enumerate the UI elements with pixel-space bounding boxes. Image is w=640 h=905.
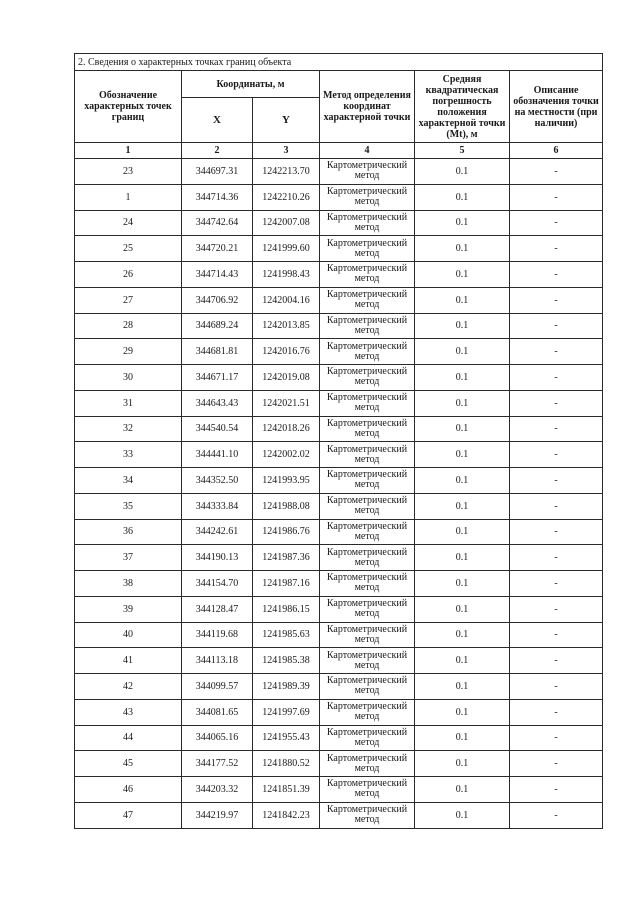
error-cell: 0.1	[415, 287, 510, 313]
x-cell: 344643.43	[182, 390, 253, 416]
method-line2: метод	[354, 711, 380, 723]
error-cell: 0.1	[415, 699, 510, 725]
point-cell: 28	[75, 313, 182, 339]
method-line2: метод	[354, 659, 380, 671]
method-cell	[320, 468, 415, 494]
point-cell: 38	[75, 571, 182, 597]
point-cell: 46	[75, 777, 182, 803]
method-cell	[320, 390, 415, 416]
table-row	[75, 622, 603, 648]
column-number: 1	[75, 143, 182, 159]
table-row	[75, 365, 603, 391]
description-cell: -	[510, 777, 603, 803]
table-row	[75, 571, 603, 597]
method-line1: Картометрический	[326, 469, 408, 481]
table-row	[75, 777, 603, 803]
point-cell: 31	[75, 390, 182, 416]
x-cell: 344154.70	[182, 571, 253, 597]
point-cell: 27	[75, 287, 182, 313]
error-cell: 0.1	[415, 236, 510, 262]
method-cell	[320, 365, 415, 391]
method-line2: метод	[354, 170, 380, 182]
point-cell: 35	[75, 493, 182, 519]
header-error: Средняя квадратическая погрешность положения характерной точки (Mt), м	[415, 71, 510, 143]
header-x: X	[182, 98, 253, 143]
error-cell: 0.1	[415, 339, 510, 365]
method-cell	[320, 339, 415, 365]
point-cell: 32	[75, 416, 182, 442]
y-cell: 1242021.51	[253, 390, 320, 416]
description-cell: -	[510, 184, 603, 210]
table-row	[75, 802, 603, 828]
y-cell: 1241987.16	[253, 571, 320, 597]
column-number: 2	[182, 143, 253, 159]
error-cell: 0.1	[415, 648, 510, 674]
table-row	[75, 493, 603, 519]
description-cell: -	[510, 596, 603, 622]
point-cell: 23	[75, 159, 182, 185]
y-cell: 1242007.08	[253, 210, 320, 236]
method-line2: метод	[354, 427, 380, 439]
y-cell: 1241993.95	[253, 468, 320, 494]
table-row	[75, 390, 603, 416]
error-cell: 0.1	[415, 313, 510, 339]
y-cell: 1242213.70	[253, 159, 320, 185]
table-row	[75, 339, 603, 365]
x-cell: 344352.50	[182, 468, 253, 494]
error-cell: 0.1	[415, 468, 510, 494]
error-cell: 0.1	[415, 416, 510, 442]
table-row	[75, 184, 603, 210]
method-cell	[320, 725, 415, 751]
method-line1: Картометрический	[326, 598, 408, 610]
method-line1: Картометрический	[326, 392, 408, 404]
method-line1: Картометрический	[326, 263, 408, 275]
point-cell: 47	[75, 802, 182, 828]
point-cell: 43	[75, 699, 182, 725]
method-line1: Картометрический	[326, 211, 408, 223]
method-line2: метод	[354, 376, 380, 388]
method-cell	[320, 262, 415, 288]
y-cell: 1242018.26	[253, 416, 320, 442]
method-cell	[320, 777, 415, 803]
error-cell: 0.1	[415, 442, 510, 468]
point-cell: 39	[75, 596, 182, 622]
method-cell	[320, 674, 415, 700]
x-cell: 344065.16	[182, 725, 253, 751]
y-cell: 1241988.08	[253, 493, 320, 519]
table-row	[75, 468, 603, 494]
table-row	[75, 236, 603, 262]
method-line2: метод	[354, 402, 380, 414]
x-cell: 344720.21	[182, 236, 253, 262]
description-cell: -	[510, 699, 603, 725]
method-line2: метод	[354, 530, 380, 542]
error-cell: 0.1	[415, 777, 510, 803]
method-cell	[320, 236, 415, 262]
x-cell: 344113.18	[182, 648, 253, 674]
description-cell: -	[510, 751, 603, 777]
x-cell: 344714.43	[182, 262, 253, 288]
description-cell: -	[510, 365, 603, 391]
method-line1: Картометрический	[326, 649, 408, 661]
y-cell: 1241987.36	[253, 545, 320, 571]
description-cell: -	[510, 648, 603, 674]
method-line1: Картометрический	[326, 546, 408, 558]
x-cell: 344706.92	[182, 287, 253, 313]
error-cell: 0.1	[415, 751, 510, 777]
error-cell: 0.1	[415, 545, 510, 571]
column-number: 4	[320, 143, 415, 159]
method-line1: Картометрический	[326, 726, 408, 738]
method-line1: Картометрический	[326, 701, 408, 713]
description-cell: -	[510, 313, 603, 339]
method-cell	[320, 493, 415, 519]
description-cell: -	[510, 339, 603, 365]
method-cell	[320, 416, 415, 442]
y-cell: 1241999.60	[253, 236, 320, 262]
x-cell: 344242.61	[182, 519, 253, 545]
x-cell: 344333.84	[182, 493, 253, 519]
y-cell: 1242019.08	[253, 365, 320, 391]
point-cell: 40	[75, 622, 182, 648]
section-title: 2. Сведения о характерных точках границ объекта	[75, 54, 603, 71]
method-cell	[320, 545, 415, 571]
method-line1: Картометрический	[326, 186, 408, 198]
description-cell: -	[510, 210, 603, 236]
error-cell: 0.1	[415, 365, 510, 391]
description-cell: -	[510, 571, 603, 597]
error-cell: 0.1	[415, 159, 510, 185]
y-cell: 1241997.69	[253, 699, 320, 725]
method-line1: Картометрический	[326, 752, 408, 764]
method-line2: метод	[354, 788, 380, 800]
table-row	[75, 545, 603, 571]
error-cell: 0.1	[415, 674, 510, 700]
method-cell	[320, 802, 415, 828]
point-cell: 24	[75, 210, 182, 236]
method-cell	[320, 699, 415, 725]
description-cell: -	[510, 236, 603, 262]
boundary-points-table	[74, 53, 603, 829]
x-cell: 344119.68	[182, 622, 253, 648]
method-line1: Картометрический	[326, 289, 408, 301]
point-cell: 42	[75, 674, 182, 700]
method-line1: Картометрический	[326, 778, 408, 790]
method-cell	[320, 648, 415, 674]
header-point: Обозначение характерных точек границ	[75, 71, 182, 143]
point-cell: 44	[75, 725, 182, 751]
error-cell: 0.1	[415, 802, 510, 828]
point-cell: 30	[75, 365, 182, 391]
method-line1: Картометрический	[326, 495, 408, 507]
table-row	[75, 159, 603, 185]
method-line2: метод	[354, 324, 380, 336]
error-cell: 0.1	[415, 725, 510, 751]
method-line2: метод	[354, 505, 380, 517]
method-line2: метод	[354, 453, 380, 465]
error-cell: 0.1	[415, 210, 510, 236]
error-cell: 0.1	[415, 571, 510, 597]
y-cell: 1241985.38	[253, 648, 320, 674]
method-line1: Картометрический	[326, 417, 408, 429]
method-line1: Картометрический	[326, 237, 408, 249]
y-cell: 1241986.15	[253, 596, 320, 622]
y-cell: 1242013.85	[253, 313, 320, 339]
header-method: Метод определения координат характерной точки	[320, 71, 415, 143]
table-row	[75, 287, 603, 313]
y-cell: 1242002.02	[253, 442, 320, 468]
column-number: 6	[510, 143, 603, 159]
x-cell: 344203.32	[182, 777, 253, 803]
method-line2: метод	[354, 350, 380, 362]
point-cell: 29	[75, 339, 182, 365]
x-cell: 344190.13	[182, 545, 253, 571]
method-line2: метод	[354, 685, 380, 697]
method-cell	[320, 571, 415, 597]
description-cell: -	[510, 468, 603, 494]
point-cell: 26	[75, 262, 182, 288]
x-cell: 344081.65	[182, 699, 253, 725]
table-row	[75, 416, 603, 442]
description-cell: -	[510, 416, 603, 442]
point-cell: 34	[75, 468, 182, 494]
error-cell: 0.1	[415, 519, 510, 545]
y-cell: 1241989.39	[253, 674, 320, 700]
table-row	[75, 648, 603, 674]
method-line2: метод	[354, 582, 380, 594]
method-line2: метод	[354, 479, 380, 491]
table-body	[75, 159, 603, 829]
method-line1: Картометрический	[326, 314, 408, 326]
method-line1: Картометрический	[326, 366, 408, 378]
x-cell: 344714.36	[182, 184, 253, 210]
method-line2: метод	[354, 762, 380, 774]
description-cell: -	[510, 390, 603, 416]
table-row	[75, 596, 603, 622]
x-cell: 344671.17	[182, 365, 253, 391]
table-row	[75, 519, 603, 545]
column-number: 3	[253, 143, 320, 159]
method-line1: Картометрический	[326, 675, 408, 687]
point-cell: 41	[75, 648, 182, 674]
description-cell: -	[510, 442, 603, 468]
method-line1: Картометрический	[326, 443, 408, 455]
x-cell: 344697.31	[182, 159, 253, 185]
error-cell: 0.1	[415, 622, 510, 648]
document-sheet	[74, 53, 602, 829]
method-line1: Картометрический	[326, 520, 408, 532]
header-coordinates: Координаты, м	[182, 71, 320, 98]
method-cell	[320, 184, 415, 210]
point-cell: 25	[75, 236, 182, 262]
method-line2: метод	[354, 247, 380, 259]
y-cell: 1241851.39	[253, 777, 320, 803]
method-line1: Картометрический	[326, 804, 408, 816]
method-cell	[320, 622, 415, 648]
method-line2: метод	[354, 273, 380, 285]
table-row	[75, 725, 603, 751]
y-cell: 1242210.26	[253, 184, 320, 210]
description-cell: -	[510, 159, 603, 185]
method-line1: Картометрический	[326, 623, 408, 635]
method-line2: метод	[354, 814, 380, 826]
method-line2: метод	[354, 633, 380, 645]
error-cell: 0.1	[415, 596, 510, 622]
header-y: Y	[253, 98, 320, 143]
x-cell: 344742.64	[182, 210, 253, 236]
point-cell: 37	[75, 545, 182, 571]
method-line2: метод	[354, 556, 380, 568]
point-cell: 36	[75, 519, 182, 545]
description-cell: -	[510, 493, 603, 519]
description-cell: -	[510, 287, 603, 313]
y-cell: 1241842.23	[253, 802, 320, 828]
method-line2: метод	[354, 221, 380, 233]
x-cell: 344441.10	[182, 442, 253, 468]
x-cell: 344099.57	[182, 674, 253, 700]
x-cell: 344681.81	[182, 339, 253, 365]
table-row	[75, 699, 603, 725]
point-cell: 45	[75, 751, 182, 777]
method-cell	[320, 287, 415, 313]
table-row	[75, 313, 603, 339]
description-cell: -	[510, 262, 603, 288]
y-cell: 1241955.43	[253, 725, 320, 751]
method-line1: Картометрический	[326, 340, 408, 352]
method-cell	[320, 519, 415, 545]
x-cell: 344689.24	[182, 313, 253, 339]
x-cell: 344219.97	[182, 802, 253, 828]
error-cell: 0.1	[415, 493, 510, 519]
y-cell: 1241985.63	[253, 622, 320, 648]
method-line2: метод	[354, 736, 380, 748]
table-row	[75, 262, 603, 288]
description-cell: -	[510, 545, 603, 571]
column-number: 5	[415, 143, 510, 159]
table-row	[75, 442, 603, 468]
error-cell: 0.1	[415, 390, 510, 416]
method-line2: метод	[354, 196, 380, 208]
x-cell: 344128.47	[182, 596, 253, 622]
method-cell	[320, 313, 415, 339]
x-cell: 344540.54	[182, 416, 253, 442]
x-cell: 344177.52	[182, 751, 253, 777]
method-line1: Картометрический	[326, 160, 408, 172]
description-cell: -	[510, 519, 603, 545]
table-row	[75, 751, 603, 777]
table-row	[75, 210, 603, 236]
error-cell: 0.1	[415, 184, 510, 210]
column-number-row	[75, 143, 603, 159]
method-cell	[320, 442, 415, 468]
y-cell: 1241998.43	[253, 262, 320, 288]
point-cell: 33	[75, 442, 182, 468]
y-cell: 1242004.16	[253, 287, 320, 313]
method-line2: метод	[354, 608, 380, 620]
point-cell: 1	[75, 184, 182, 210]
table-header	[75, 54, 603, 159]
y-cell: 1242016.76	[253, 339, 320, 365]
method-cell	[320, 159, 415, 185]
method-line2: метод	[354, 299, 380, 311]
method-line1: Картометрический	[326, 572, 408, 584]
table-row	[75, 674, 603, 700]
method-cell	[320, 210, 415, 236]
y-cell: 1241880.52	[253, 751, 320, 777]
description-cell: -	[510, 674, 603, 700]
method-cell	[320, 596, 415, 622]
description-cell: -	[510, 802, 603, 828]
description-cell: -	[510, 622, 603, 648]
method-cell	[320, 751, 415, 777]
description-cell: -	[510, 725, 603, 751]
header-description: Описание обозначения точки на местности (при наличии)	[510, 71, 603, 143]
error-cell: 0.1	[415, 262, 510, 288]
y-cell: 1241986.76	[253, 519, 320, 545]
